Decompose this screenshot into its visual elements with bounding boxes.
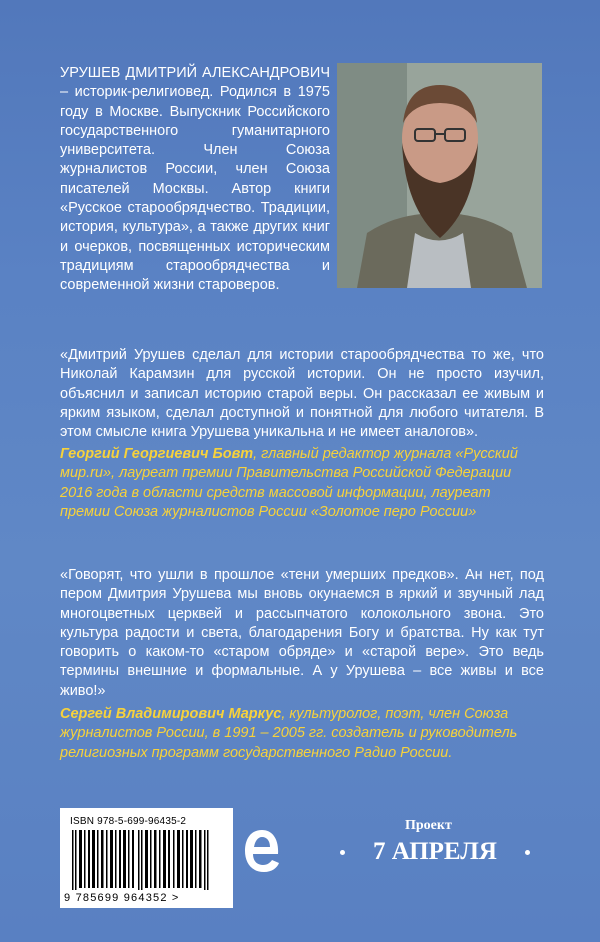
quote-bovt-author-name: Георгий Георгиевич Бовт	[60, 446, 254, 462]
quote-bovt: «Дмитрий Урушев сделал для истории старообрядчества то же, что Николай Карамзин для русской истории. Он не просто изучил, объяснил и записал историю старой веры. Он рассказал ее живым и ярким языком, сделал доступной и понятной для любого читателя. В этом смысле книга Урушева уникальна и не имеет аналогов».	[60, 347, 544, 441]
quote-markus-attribution	[60, 705, 544, 763]
quote-markus: «Говорят, что ушли в прошлое «тени умерших предков». Ан нет, под пером Дмитрия Урушева мы вновь окунаемся в яркий и звучный лад многоцветных церквей и рассыпчатого колокольного звона. Это культура радости и света, благодарения Богу и братства. Ну как тут говорить о каком-то «старом обряде» и «старой вере». Это ведь термины внешние и формальные. А у Урушева – все живы и все живо!»	[60, 567, 544, 699]
right-dot-icon	[525, 850, 530, 855]
publisher-logo-icon	[244, 828, 280, 874]
barcode-box	[60, 808, 233, 908]
series-title: 7 АПРЕЛЯ	[373, 838, 497, 865]
series-label: Проект	[405, 818, 452, 833]
quote-bovt-attribution	[60, 445, 544, 522]
isbn-number: ISBN 978-5-699-96435-2	[70, 816, 187, 827]
author-photo	[337, 63, 542, 288]
quote-markus-author-credentials: , культуролог, поэт, член Союза журналистов России, в 1991 – 2005 гг. создатель и руководитель религиозных программ государственного Радио России.	[60, 706, 518, 761]
left-dot-icon	[340, 850, 345, 855]
series-title-row	[340, 838, 530, 866]
barcode-icon	[70, 830, 223, 890]
quote-bovt-author-credentials: , главный редактор журнала «Русский мир.ru», лауреат премии Правительства Российской Федерации 2016 года в области средств массовой информации, лауреат премии Союза журналистов России «Золотое перо России»	[60, 446, 518, 520]
quote-markus-author-name: Сергей Владимирович Маркус	[60, 706, 282, 722]
author-bio: УРУШЕВ ДМИТРИЙ АЛЕКСАНДРОВИЧ – историк-религиовед. Родился в 1975 году в Москве. Выпускник Российского государственного гуманитарного университета. Член Союза журналистов России, член Союза писателей Москвы. Автор книги «Русское старообрядчество. Традиции, история, культура», а также других книг и очерков, посвященных историческим традициям старообрядчества и современной жизни староверов.	[60, 65, 330, 294]
barcode-digits: 9 785699 964352 >	[64, 892, 180, 904]
